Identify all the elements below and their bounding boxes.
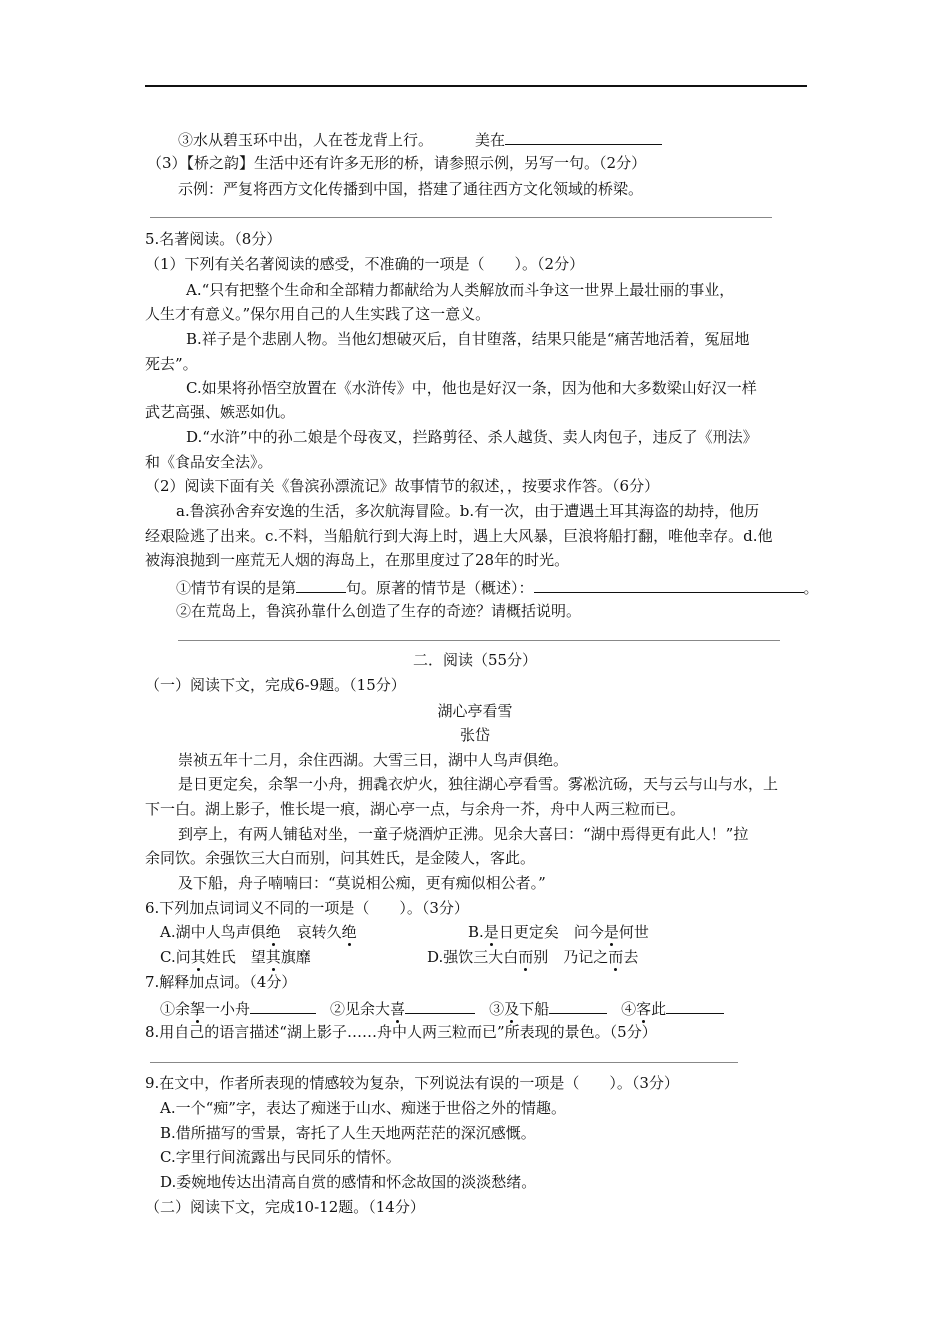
option-d-line1: D.“水浒”中的孙二娘是个母夜叉，拦路剪径、杀人越货、卖人肉包子，违反了《刑法》 (186, 428, 758, 446)
dotted-char: 而 (518, 948, 534, 966)
text-para-3-line2: 余同饮。余强饮三大白而别，问其姓氏，是金陵人，客此。 (145, 849, 536, 867)
part-a-heading: （一）阅读下文，完成6-9题。（15分） (145, 676, 406, 694)
answer-blank[interactable] (666, 997, 724, 1014)
answer-line[interactable] (178, 640, 780, 641)
q7-heading: 7.解释加点词。（4分） (145, 973, 297, 991)
answer-line[interactable] (150, 1062, 738, 1063)
text-para-1: 崇祯五年十二月，余住西湖。大雪三日，湖中人鸟声俱绝。 (178, 751, 569, 769)
text-para-4: 及下船，舟子喃喃曰：“莫说相公痴，更有痴似相公者。” (178, 874, 546, 892)
q6-option-d: D.强饮三大白而别 乃记之而去 (427, 948, 639, 966)
q9-option-a: A.一个“痴”字，表达了痴迷于山水、痴迷于世俗之外的情趣。 (160, 1099, 566, 1117)
q6-option-b: B.是日更定矣 问今是何世 (468, 923, 649, 941)
plot-summary-blank[interactable] (534, 576, 804, 593)
dotted-char: 是 (603, 923, 619, 941)
answer-blank[interactable] (549, 997, 607, 1014)
q8-heading: 8.用自己的语言描述“湖上影子……舟中人两三粒而已”所表现的景色。（5分） (145, 1023, 657, 1041)
option-c-line2: 武艺高强、嫉恶如仇。 (145, 403, 296, 421)
bridge-item-3: ③水从碧玉环中出，人在苍龙背上行。 美在 (178, 128, 662, 150)
q7-items: ①余挐一小舟 ②见余大喜 ③及下船 ④客此 (160, 997, 724, 1019)
q5-heading: 5.名著阅读。（8分） (145, 230, 282, 248)
answer-blank[interactable] (505, 128, 662, 145)
option-b-line2: 死去”。 (145, 355, 198, 373)
dotted-char: 客 (636, 1000, 652, 1018)
q9-option-d: D.委婉地传达出清高自赏的感情和怀念故国的淡淡愁绪。 (160, 1173, 537, 1191)
dotted-char: 挐 (190, 1000, 206, 1018)
dotted-char: 绝 (265, 923, 281, 941)
dotted-char: 其 (190, 948, 206, 966)
text-para-2-line2: 下一白。湖上影子，惟长堤一痕，湖心亭一点，与余舟一芥，舟中人两三粒而已。 (145, 800, 686, 818)
robinson-para-line2: 经艰险逃了出来。c.不料，当船航行到大海上时，遇上大风暴，巨浪将船打翻，唯他幸存。d.他 (145, 527, 773, 545)
option-c-line1: C.如果将孙悟空放置在《水浒传》中，他也是好汉一条，因为他和大多数梁山好汉一样 (186, 379, 757, 397)
q9-option-c: C.字里行间流露出与民同乐的情怀。 (160, 1148, 401, 1166)
q3-heading: （3）【桥之韵】生活中还有许多无形的桥，请参照示例，另写一句。（2分） (147, 154, 647, 172)
q6-option-c: C.问其姓氏 望其旗靡 (160, 948, 311, 966)
header-rule (145, 85, 807, 87)
dotted-char: 是 (483, 923, 499, 941)
option-a-line2: 人生才有意义。”保尔用自己的人生实践了这一意义。 (145, 305, 491, 323)
dotted-char: 及 (504, 1000, 520, 1018)
text-para-2-line1: 是日更定矣，余挐一小舟，拥毳衣炉火，独往湖心亭看雪。雾凇沆砀，天与云与山与水，上 (178, 775, 779, 793)
q6-heading: 6.下列加点词词义不同的一项是（ ）。（3分） (145, 899, 469, 917)
q9-heading: 9.在文中，作者所表现的情感较为复杂，下列说法有误的一项是（ ）。（3分） (145, 1074, 679, 1092)
answer-line[interactable] (150, 217, 772, 218)
option-a-line1: A.“只有把整个生命和全部精力都献给为人类解放而斗争这一世界上最壮丽的事业， (186, 281, 735, 299)
q9-option-b: B.借所描写的雪景，寄托了人生天地两茫茫的深沉感慨。 (160, 1124, 536, 1142)
poem-title: 湖心亭看雪 (437, 702, 513, 720)
dotted-char: 绝 (341, 923, 357, 941)
part-b-heading: （二）阅读下文，完成10-12题。（14分） (145, 1198, 425, 1216)
q5-sub2: （2）阅读下面有关《鲁滨孙漂流记》故事情节的叙述，，按要求作答。（6分） (145, 477, 660, 495)
q3-example: 示例：严复将西方文化传播到中国，搭建了通往西方文化领域的桥梁。 (178, 180, 644, 198)
dotted-char: 其 (265, 948, 281, 966)
option-d-line2: 和《食品安全法》。 (145, 453, 273, 471)
q6-option-a: A.湖中人鸟声俱绝 哀转久绝 (160, 923, 357, 941)
sentence-number-blank[interactable] (296, 576, 346, 593)
answer-blank[interactable] (405, 997, 475, 1014)
q5-sub1: （1）下列有关名著阅读的感受，不准确的一项是（ ）。（2分） (145, 255, 585, 273)
dotted-char: 喜 (390, 1000, 406, 1018)
answer-blank[interactable] (250, 997, 316, 1014)
text-para-3-line1: 到亭上，有两人铺毡对坐，一童子烧酒炉正沸。见余大喜曰：“湖中焉得更有此人！”拉 (178, 825, 749, 843)
q5-answer2: ②在荒岛上，鲁滨孙靠什么创造了生存的奇迹？请概括说明。 (176, 602, 582, 620)
section-title: 二．阅读（55分） (412, 651, 538, 669)
robinson-para-line1: a.鲁滨孙舍弃安逸的生活，多次航海冒险。b.有一次，由于遭遇土耳其海盗的劫持，他历 (176, 502, 760, 520)
q5-answer1: ①情节有误的是第 句。原著的情节是（概述）： 。 (176, 576, 819, 598)
dotted-char: 而 (608, 948, 624, 966)
robinson-para-line3: 被海浪抛到一座荒无人烟的海岛上，在那里度过了28年的时光。 (145, 551, 570, 569)
poem-author: 张岱 (459, 726, 490, 744)
option-b-line1: B.祥子是个悲剧人物。当他幻想破灭后，自甘堕落，结果只能是“痛苦地活着，冤屈地 (186, 330, 750, 348)
